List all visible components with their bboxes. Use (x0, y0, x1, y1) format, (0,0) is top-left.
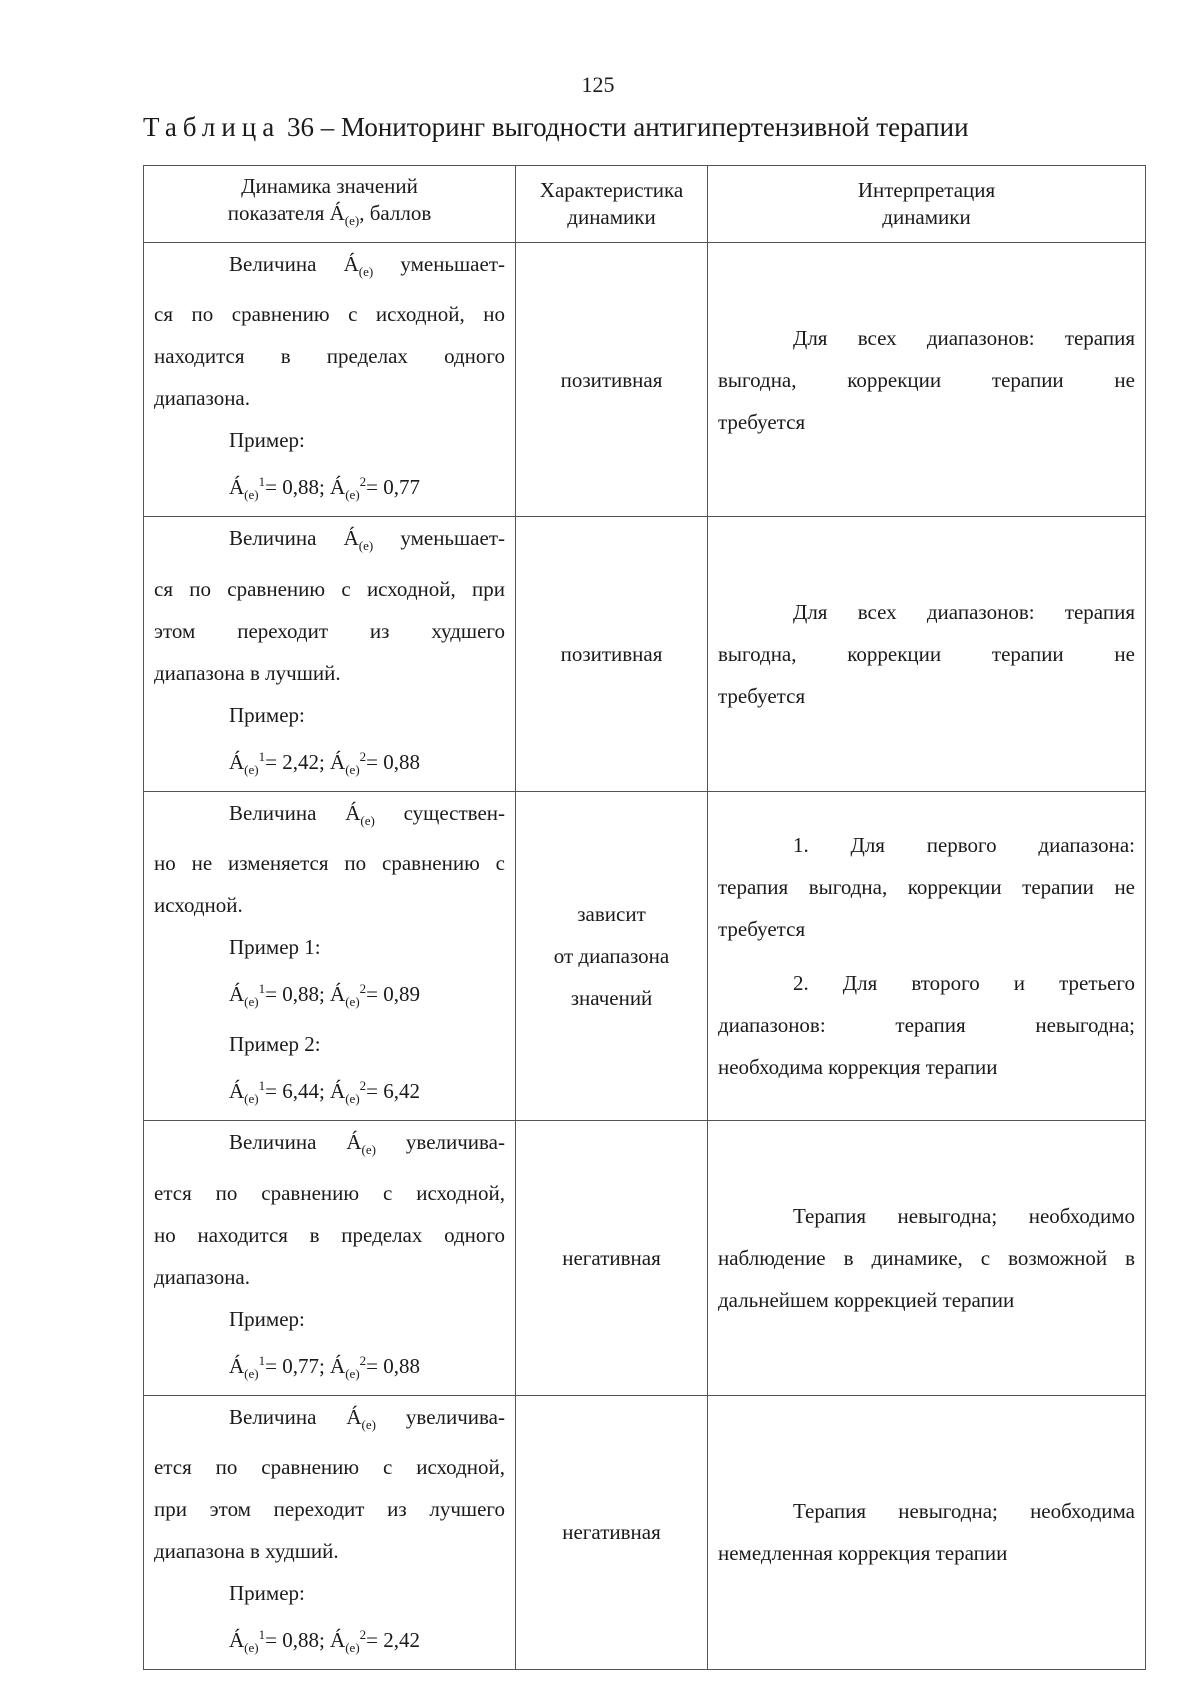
example-values: $Á_{(е)}^1= 0,88$; $Á_{(е)}^2= 0,89$ (229, 980, 420, 1010)
table-title-label: Таблица (143, 112, 281, 142)
example-label: Пример 2: (229, 1032, 321, 1057)
example-label: Пример: (229, 1580, 305, 1605)
table-row (144, 517, 1146, 791)
table-title (143, 112, 969, 143)
row-interpretation: Для всех диапазонов: терапия выгодна, коррекции терапии не требуется (708, 243, 1146, 517)
table-row (144, 1395, 1146, 1669)
example-values: $Á_{(е)}^1= 6,44$; $Á_{(е)}^2= 6,42$ (229, 1078, 420, 1107)
row-characteristic: зависит от диапазона значений (516, 791, 708, 1121)
header-interpretation: Интерпретация динамики (708, 166, 1146, 243)
row-characteristic: негативная (516, 1395, 708, 1669)
row-description: Величина $Á_{(е)}$ увеличива- ется по сравнению с исходной, но находится в пределах одного диапазона. Пример: $Á_{(е)}^1= 0,77$; $Á_{(е)}^2= 0,88$ (144, 1121, 516, 1395)
example-label: Пример: (229, 1306, 305, 1331)
example-values: $Á_{(е)}^1= 0,77$; $Á_{(е)}^2= 0,88$ (229, 1352, 420, 1381)
row-interpretation: Терапия невыгодна; необходимо наблюдение в динамике, с возможной в дальнейшем коррекцией терапии (708, 1121, 1146, 1395)
row-interpretation: 1. Для первого диапазона: терапия выгодна, коррекции терапии не требуется 2. Для второго и третьего диапазонов: терапия невыгодна; необходима коррекция терапии (708, 791, 1146, 1121)
row-description: Величина $Á_{(е)}$ увеличива- ется по сравнению с исходной, при этом переходит из лучшего диапазона в худший. Пример: $Á_{(е)}^1= 0,88$; $Á_{(е)}^2= 2,42$ (144, 1395, 516, 1669)
table-row (144, 791, 1146, 1121)
table-title-text: 36 – Мониторинг выгодности антигипертензивной терапии (280, 112, 969, 142)
row-description: Величина $Á_{(е)}$ уменьшает- ся по сравнению с исходной, но находится в пределах одного диапазона. Пример: $Á_{(е)}^1= 0,88$; $Á_{(е)}^2= 0,77$ (144, 243, 516, 517)
row-description: Величина $Á_{(е)}$ существен- но не изменяется по сравнению с исходной. Пример 1: $Á_{(е)}^1= 0,88$; $Á_{(е)}^2= 0,89$ Пример 2: $Á_{(е)}^1= 6,44$; $Á_{(е)}^2= 6,42$ (144, 791, 516, 1121)
table-header-row (144, 166, 1146, 243)
example-label: Пример: (229, 702, 305, 727)
table-row (144, 243, 1146, 517)
row-characteristic: негативная (516, 1121, 708, 1395)
monitoring-table (143, 165, 1146, 1670)
row-characteristic: позитивная (516, 517, 708, 791)
example-label: Пример: (229, 428, 305, 453)
example-values: $Á_{(е)}^1= 0,88$; $Á_{(е)}^2= 2,42$ (229, 1626, 420, 1656)
row-interpretation: Для всех диапазонов: терапия выгодна, коррекции терапии не требуется (708, 517, 1146, 791)
row-interpretation: Терапия невыгодна; необходима немедленная коррекция терапии (708, 1395, 1146, 1669)
header-dynamics: Динамика значений показателя $Á_{(е)}$, баллов (144, 166, 516, 243)
example-label: Пример 1: (229, 934, 321, 959)
table-row (144, 1121, 1146, 1395)
row-description: Величина $Á_{(е)}$ уменьшает- ся по сравнению с исходной, при этом переходит из худшего диапазона в лучший. Пример: $Á_{(е)}^1= 2,42$; $Á_{(е)}^2= 0,88$ (144, 517, 516, 791)
header-characteristic: Характеристика динамики (516, 166, 708, 243)
row-characteristic: позитивная (516, 243, 708, 517)
example-values: $Á_{(е)}^1= 2,42$; $Á_{(е)}^2= 0,88$ (229, 748, 420, 777)
example-values: $Á_{(е)}^1= 0,88$; $Á_{(е)}^2= 0,77$ (229, 474, 420, 503)
page-number: 125 (581, 72, 615, 97)
